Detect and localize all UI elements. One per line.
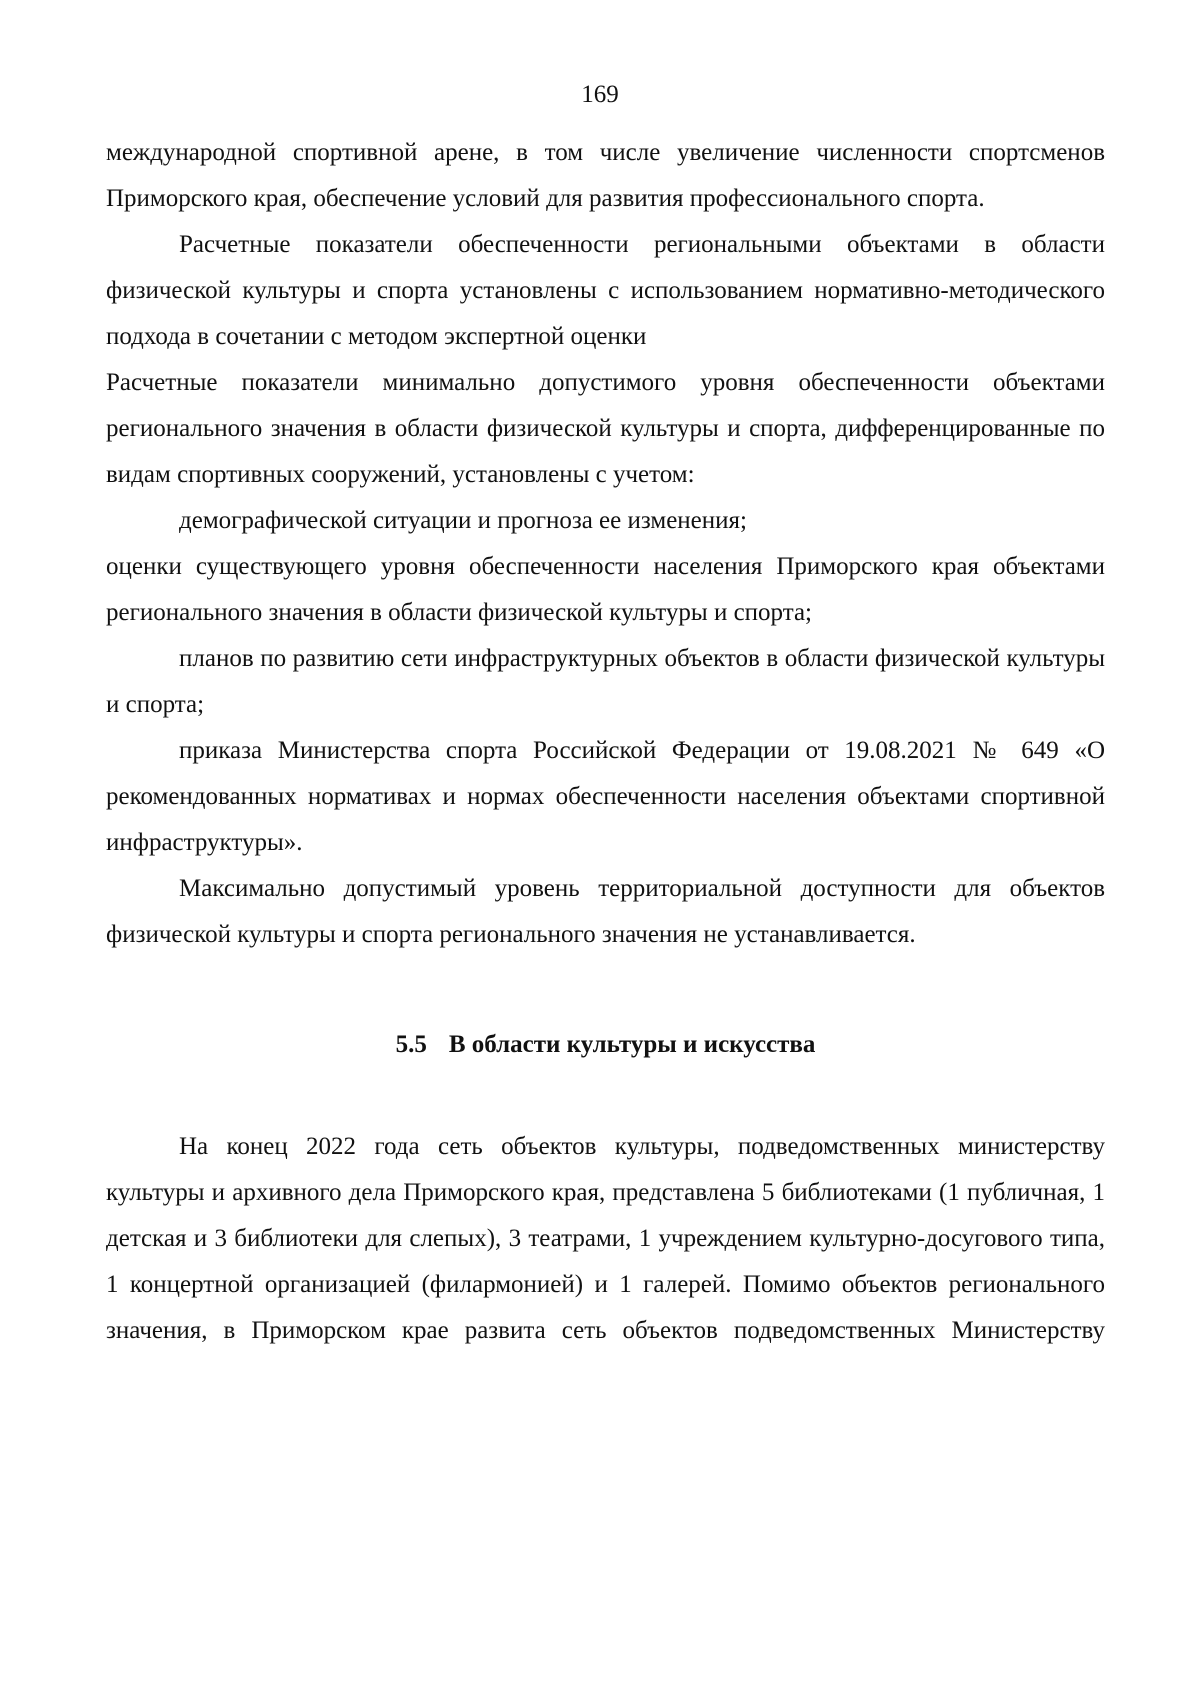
list-item-ministry-order: приказа Министерства спорта Российской Федерации от 19.08.2021 № 649 «О рекомендованных нормативах и нормах обеспеченности населения объектами спортивной инфраструктуры».	[106, 737, 1105, 856]
list-item-current-level: оценки существующего уровня обеспеченности населения Приморского края объектами регионального значения в области физической культуры и спорта;	[106, 553, 1105, 626]
section-title: В области культуры и искусства	[448, 1031, 816, 1058]
section-heading	[106, 1022, 1105, 1068]
section-number: 5.5	[395, 1031, 427, 1058]
page-number: 169	[581, 81, 619, 108]
paragraph-continuation: международной спортивной арене, в том числе увеличение численности спортсменов Приморского края, обеспечение условий для развития профессионального спорта.	[106, 139, 1105, 212]
list-item-development-plans: планов по развитию сети инфраструктурных объектов в области физической культуры и спорта;	[106, 645, 1105, 718]
paragraph-territorial-accessibility: Максимально допустимый уровень территориальной доступности для объектов физической культуры и спорта регионального значения не устанавливается.	[106, 875, 1105, 948]
list-item-demographic: демографической ситуации и прогноза ее изменения;	[179, 507, 747, 534]
paragraph-minimum-level: Расчетные показатели минимально допустимого уровня обеспеченности объектами регионального значения в области физической культуры и спорта, дифференцированные по видам спортивных сооружений, установлены с учетом:	[106, 369, 1105, 488]
paragraph-calculated-indicators: Расчетные показатели обеспеченности региональными объектами в области физической культуры и спорта установлены с использованием нормативно-методического подхода в сочетании с методом экспертной оценки	[106, 231, 1105, 350]
paragraph-culture-network: На конец 2022 года сеть объектов культуры, подведомственных министерству культуры и архивного дела Приморского края, представлена 5 библиотеками (1 публичная, 1 детская и 3 библиотеки для слепых), 3 театрами, 1 учреждением культурно-досугового типа, 1 концертной организацией (филармонией) и 1 галерей. Помимо объектов регионального значения, в Приморском крае развита сеть объектов подведомственных Министерству	[106, 1133, 1105, 1344]
document-body	[106, 130, 1105, 1354]
